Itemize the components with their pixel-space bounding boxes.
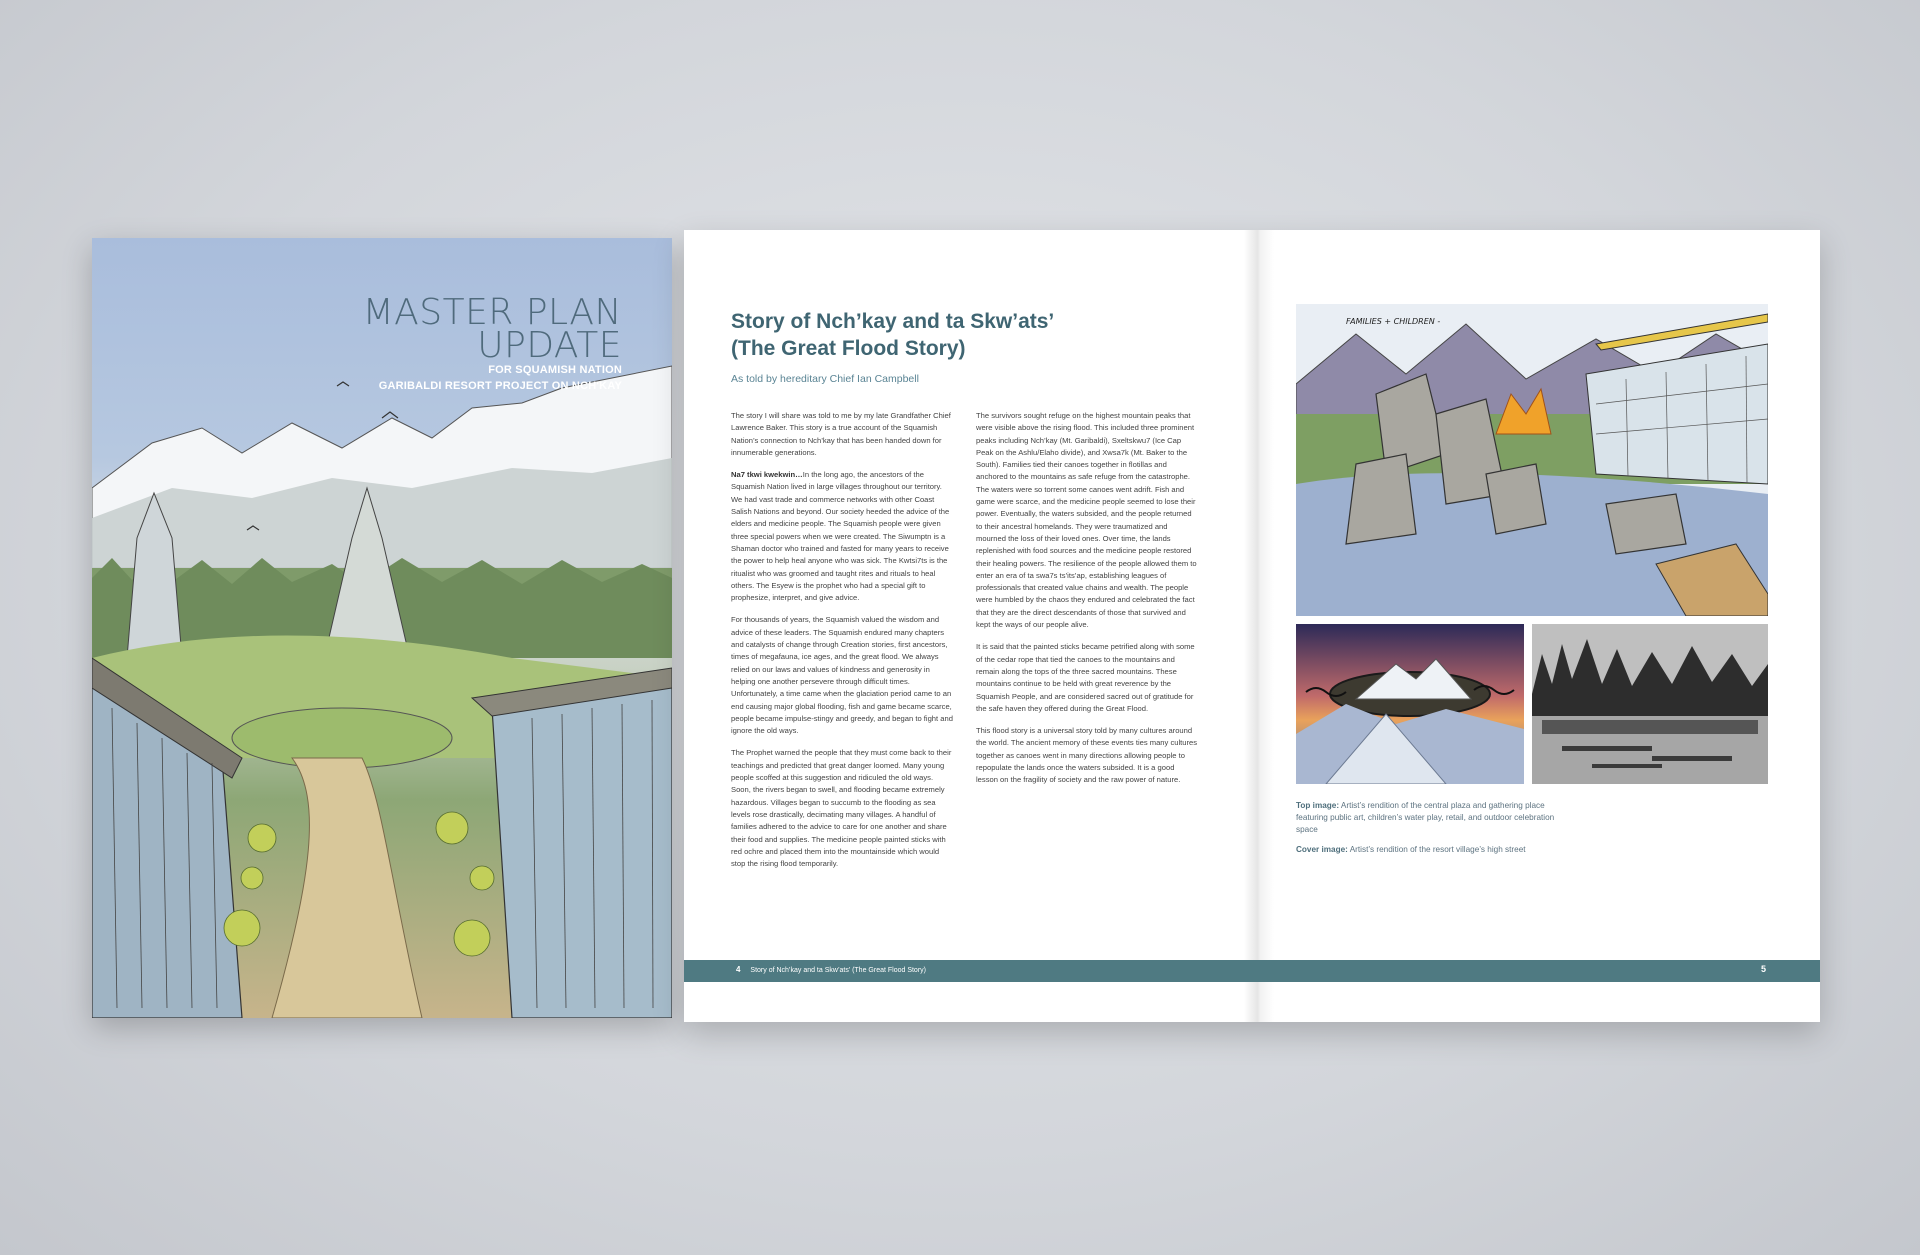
historic-canoe-photo bbox=[1532, 624, 1768, 784]
historic-photo bbox=[1532, 624, 1768, 784]
paragraph: This flood story is a universal story told by many cultures around the world. The ancient memory of these events ties many cultures together as canoes went in many directions allowing people to repopulate the lands once the waters subsided. It is a good lesson on the fragility of society and the raw power of nature. bbox=[976, 726, 1198, 785]
page-title-line1: Story of Nch’kay and ta Skw’ats’ bbox=[731, 310, 1055, 333]
paragraph: The Prophet warned the people that they must come back to their teachings and predicted that great danger loomed. Many young people scoffed at this suggestion and ridiculed the old ways. Soon, the rivers began to swell, and flooding became extremely hazardous. Villages began to succumb to the flooding as sea levels rose drastically, decimating many villages. A handful of families adhered to the advice to care for one another and share their food and supplies. The medicine people painted sticks with red ochre and placed them into the mountainside which would stop the rising flood temporarily. bbox=[731, 748, 952, 869]
plaza-illustration bbox=[1296, 304, 1768, 616]
caption-text: Artist’s rendition of the resort village’s high street bbox=[1349, 845, 1526, 854]
page-number-right: 5 bbox=[1760, 964, 1766, 974]
mountain-art-image bbox=[1296, 624, 1524, 784]
sketch-note: FAMILIES + CHILDREN - bbox=[1346, 317, 1441, 326]
paragraph: The story I will share was told to me by my late Grandfather Chief Lawrence Baker. This story is a true account of the Squamish Nation’s connection to Nch’kay that has been handed down for innumerable generations. bbox=[731, 411, 951, 457]
text-column-1 bbox=[731, 410, 953, 880]
paragraph-lead: Na7 tkwi kwekwin… bbox=[731, 470, 803, 480]
open-spread bbox=[684, 230, 1820, 1022]
cover-title-line1: MASTER PLAN bbox=[362, 292, 622, 333]
brochure-cover bbox=[92, 238, 672, 1018]
page-number-left: 4 bbox=[736, 965, 741, 974]
page-title-line2: (The Great Flood Story) bbox=[731, 337, 966, 360]
cover-title-line2: UPDATE bbox=[477, 325, 622, 366]
spread-gutter bbox=[1244, 230, 1274, 1022]
mountain-art bbox=[1296, 624, 1524, 784]
paragraph bbox=[731, 469, 953, 604]
footer-running-title: Story of Nch’kay and ta Skw’ats’ (The Great Flood Story) bbox=[750, 967, 926, 974]
footer-bar bbox=[684, 960, 1820, 982]
caption-cover-image bbox=[1296, 844, 1566, 856]
paragraph: The survivors sought refuge on the highest mountain peaks that were visible above the rising flood. This included three prominent peaks including Nch’kay (Mt. Garibaldi), Sxeltskwu7 (Ice Cap Peak on the Ashlu/Elaho divide), and Xwsa7k (Mt. Baker to the South). Families tied their canoes together in flotillas and anchored to the mountains as safe refuge from the catastrophe. The waters were so torrent some canoes went adrift. Fish and game were scarce, and the medicine people seemed to lose their power. Eventually, the waters subsided, and the people returned to their ancestral homelands. They were traumatized and mourned the loss of their loved ones. Over time, the lands replenished with food sources and the medicine people restored their healing powers. The resilience of the people allowed them to enter an era of ta swa7s ts’its’ap, establishing leagues of professionals that created value chains and wealth. The people were humbled by the chaos they endured and celebrated the fact that they are the direct descendants of those that survived and kept the ways of our people alive. bbox=[976, 411, 1197, 630]
paragraph-body: In the long ago, the ancestors of the Squamish Nation lived in large villages throughout our territory. We had vast trade and commerce networks with other Coast Salish Nations and beyond. Our society heeded the advice of the elders and medicine people. The Squamish people were given three special powers when we were created. The Siwumptn is a Shaman doctor who trained and fasted for many years to receive the power to help heal anyone who was sick. The Kwtsi7ts is the ritualist who was groomed and taught rites and rituals to heal others. The Esyew is the prophet who had a special gift to prophesize, interpret, and give advice. bbox=[731, 470, 950, 603]
caption-text: Artist’s rendition of the central plaza and gathering place featuring public art, children’s water play, retail, and outdoor celebration space bbox=[1296, 801, 1555, 834]
cover-subtitle-1: FOR SQUAMISH NATION bbox=[488, 364, 622, 376]
footer-left bbox=[736, 965, 926, 974]
caption-label: Top image: bbox=[1296, 801, 1340, 810]
text-column-2 bbox=[976, 410, 1198, 797]
plaza-sketch bbox=[1296, 304, 1768, 616]
caption-top-image bbox=[1296, 800, 1566, 836]
byline: As told by hereditary Chief Ian Campbell bbox=[731, 373, 919, 385]
paragraph: It is said that the painted sticks became petrified along with some of the cedar rope that tied the canoes to the mountains and remain along the tops of the three sacred mountains. These mountains continue to be held with great reverence by the Squamish People, and are considered sacred out of gratitude for the safe haven they offered during the Great Flood. bbox=[976, 642, 1195, 713]
page-title bbox=[731, 308, 1211, 362]
cover-subtitle-2: GARIBALDI RESORT PROJECT ON NCH'KAY bbox=[378, 380, 622, 392]
paragraph: For thousands of years, the Squamish valued the wisdom and advice of these leaders. The Squamish endured many chapters and catalysts of change through Creation stories, first ancestors, times of megafauna, ice ages, and the great flood. We always relied on our laws and values of kindness and generosity in helping one another persevere through difficult times. Unfortunately, a time came when the glaciation period came to an end causing major global flooding, fish and game became scarce, people became impulse-stingy and greedy, and began to fight and ignore the old ways. bbox=[731, 615, 953, 736]
caption-label: Cover image: bbox=[1296, 845, 1348, 854]
cover-title bbox=[362, 292, 622, 366]
